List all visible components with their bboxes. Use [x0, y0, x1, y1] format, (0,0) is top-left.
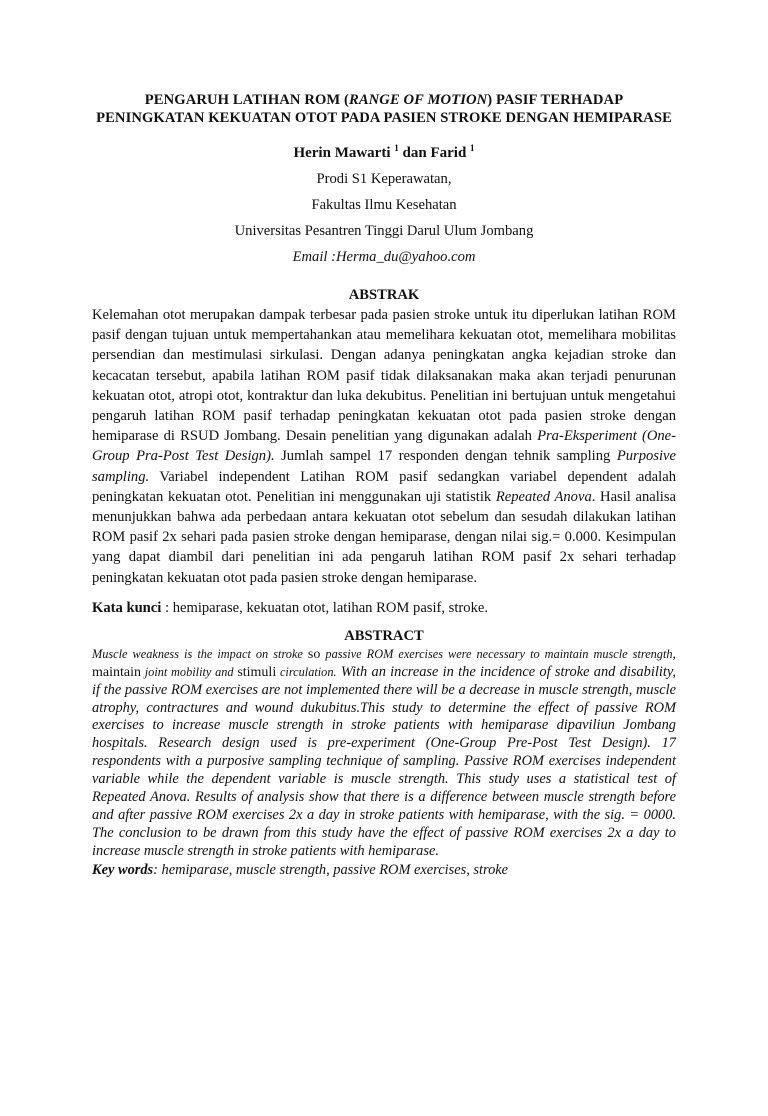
abstract-seg-1: Muscle weakness is the impact on stroke: [92, 646, 308, 661]
paper-page: [0, 92, 768, 1116]
key-words-label: Key words: [92, 861, 154, 878]
abstract-seg-6: stimuli: [237, 664, 277, 680]
title-part-2: ) PASIF TERHADAP PENINGKATAN KEKUATAN OTOT PADA PASIEN STROKE DENGAN HEMIPARASE: [96, 92, 672, 126]
author-connector: dan: [402, 145, 427, 161]
affiliation-email: Email :Herma_du@yahoo.com: [292, 249, 476, 265]
affiliation-faculty: Fakultas Ilmu Kesehatan: [311, 197, 457, 213]
title-part-1: PENGARUH LATIHAN ROM (: [144, 92, 349, 108]
paper-title: [92, 92, 676, 127]
abstrak-text-4: . Hasil analisa menunjukkan bahwa ada perbedaan antara kekuatan otot sebelum dan sesudah dilakukan latihan ROM pasif 2x sehari pada pasien stroke dengan hemiparase, dengan nilai sig.= 0.000. Kesimpulan yang dapat diambil dari penelitian ini ada pengaruh latihan ROM pasif 2x sehari terhadap peningkatan kekuatan otot pada pasien stroke dengan hemiparase.: [92, 488, 676, 586]
affiliation-university: Universitas Pesantren Tinggi Darul Ulum Jombang: [234, 223, 534, 239]
key-words-text: : hemiparase, muscle strength, passive ROM exercises, stroke: [153, 861, 509, 878]
abstrak-heading: ABSTRAK: [348, 287, 420, 303]
abstrak-test: Repeated Anova: [495, 488, 592, 505]
abstract-heading: ABSTRACT: [344, 627, 424, 644]
kata-kunci-label: Kata kunci: [92, 599, 162, 616]
author-2: Farid: [430, 145, 467, 161]
abstrak-sampling: Purposive sampling.: [92, 448, 676, 485]
abstract-seg-7: circulation.: [276, 664, 337, 679]
author-1: Herin Mawarti: [293, 145, 391, 161]
abstrak-text-1: Kelemahan otot merupakan dampak terbesar pada pasien stroke untuk itu diperlukan latihan ROM pasif dengan tujuan untuk mempertahankan atau memelihara kekuatan otot, memelihara mobilitas persendian dan mestimulasi sirkulasi. Dengan adanya peningkatan angka kejadian stroke dan kecacatan tersebut, apabila latihan ROM pasif tidak dilaksanakan maka akan terjadi penurunan kekuatan otot, atropi otot, kontraktur dan luka dekubitus. Penelitian ini bertujuan untuk mengetahui pengaruh latihan ROM pasif terhadap peningkatan kekuatan otot pada pasien stroke dengan hemiparase di RSUD Jombang. Desain penelitian yang digunakan adalah: [92, 307, 676, 445]
abstract-seg-5: joint mobility and: [141, 664, 238, 679]
author-1-affil-mark: 1: [394, 143, 399, 153]
abstract-seg-2: so: [307, 646, 321, 662]
abstrak-text-3: Variabel independent Latihan ROM pasif sedangkan variabel dependent adalah peningkatan kekuatan otot. Penelitian ini menggunakan uji statistik: [92, 468, 676, 505]
abstrak-text-2: Jumlah sampel 17 responden dengan tehnik sampling: [274, 448, 617, 465]
affiliation-block: [92, 170, 676, 266]
key-words-line: [92, 861, 676, 879]
title-italic-range-of-motion: RANGE OF MOTION: [349, 92, 488, 108]
abstrak-design: Pra-Eksperiment (One-Group Pra-Post Test Design).: [92, 428, 676, 465]
abstract-seg-8: With an increase in the incidence of stroke and disability, if the passive ROM exercises are not implemented there will be a decrease in muscle strength, muscle atrophy, contractures and wound dukubitus.This study to determine the effect of passive ROM exercises to increase muscle strength in stroke patients with hemiparase dipaviliun Jombang hospitals. Research design used is pre-experiment (One-Group Pre-Post Test Design). 17 respondents with a purposive sampling technique of sampling. Passive ROM exercises independent variable while the dependent variable is muscle strength. This study uses a statistical test of Repeated Anova. Results of analysis show that there is a difference between muscle strength before and after passive ROM exercises 2x a day in stroke patients with hemiparase, with the sig. = 0000. The conclusion to be drawn from this study have the effect of passive ROM exercises 2x a day to increase muscle strength in stroke patients with hemiparase.: [92, 663, 677, 859]
author-2-affil-mark: 1: [470, 143, 475, 153]
affiliation-program: Prodi S1 Keperawatan,: [316, 171, 452, 187]
author-line: [92, 139, 676, 162]
kata-kunci-text: : hemiparase, kekuatan otot, latihan ROM pasif, stroke.: [161, 599, 489, 616]
abstrak-body: [92, 305, 676, 588]
abstract-seg-3: passive ROM exercises were necessary to maintain muscle strength: [320, 646, 673, 661]
kata-kunci-line: [92, 599, 676, 617]
abstract-body: [92, 646, 676, 861]
abstract-seg-4: , maintain: [92, 646, 677, 680]
